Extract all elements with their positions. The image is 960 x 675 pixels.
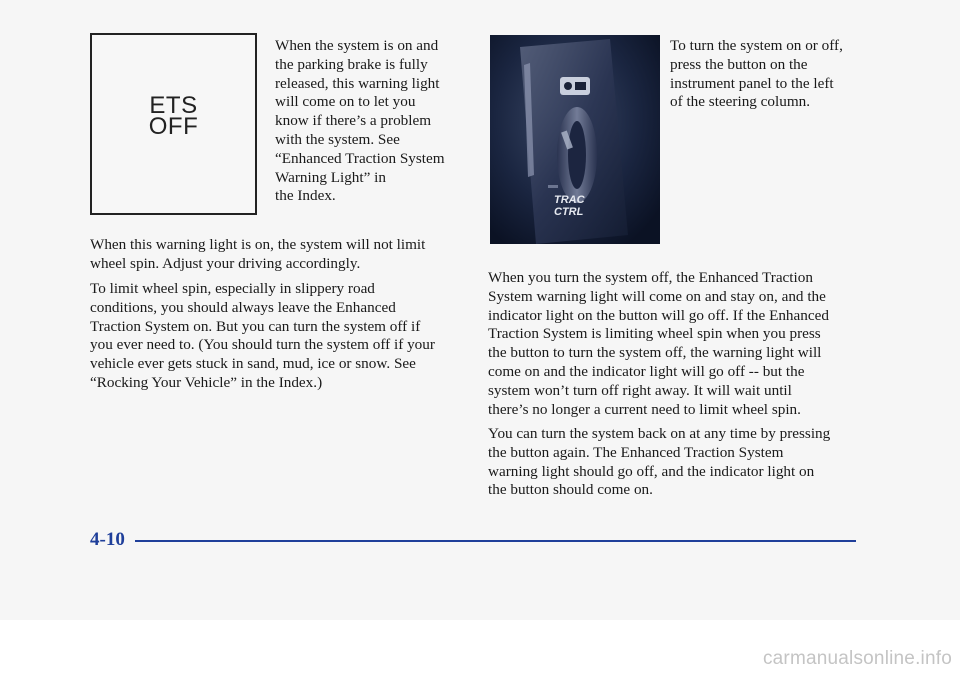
text-line: System warning light will come on and stay on, and the: [488, 287, 826, 305]
text-line: Traction System on. But you can turn the system off if: [90, 317, 421, 335]
ets-off-indicator-box: [90, 33, 257, 215]
text-line: When you turn the system off, the Enhanced Traction: [488, 269, 813, 286]
system-off-paragraph: [488, 269, 868, 419]
wheel-spin-paragraph: [90, 236, 470, 274]
text-line: Traction System is limiting wheel spin when you press: [488, 325, 821, 343]
footer-rule: [135, 540, 856, 542]
text-line: indicator light on the button will go off. If the Enhanced: [488, 306, 829, 324]
text-line: warning light should go off, and the indicator light on: [488, 462, 815, 480]
text-line: you ever need to. (You should turn the system off if your: [90, 336, 435, 354]
text-line: the button should come on.: [488, 481, 653, 499]
ets-label-line2: OFF: [148, 113, 199, 140]
limit-wheel-spin-paragraph: [90, 280, 470, 393]
text-line: there’s no longer a current need to limit wheel spin.: [488, 400, 801, 418]
text-line: vehicle ever gets stuck in sand, mud, ice or snow. See: [90, 355, 416, 373]
text-line: To limit wheel spin, especially in slippery road: [90, 280, 375, 297]
text-line: with the system. See: [275, 130, 400, 148]
text-line: You can turn the system back on at any time by pressing: [488, 425, 831, 442]
text-line: know if there’s a problem: [275, 112, 432, 130]
text-line: the button to turn the system off, the warning light will: [488, 344, 822, 362]
text-line: instrument panel to the left: [670, 74, 834, 92]
text-line: the Index.: [275, 187, 336, 205]
trac-ctrl-button-photo: [490, 35, 660, 244]
trac-label: TRAC: [554, 194, 585, 206]
text-line: When the system is on and: [275, 37, 439, 54]
text-line: To turn the system on or off,: [670, 37, 843, 54]
system-back-on-paragraph: [488, 425, 868, 500]
text-line: When this warning light is on, the system will not limit: [90, 236, 426, 253]
site-watermark: carmanualsonline.info: [762, 648, 952, 669]
ets-label-line1: ETS: [149, 92, 198, 119]
text-line: the parking brake is fully: [275, 55, 428, 73]
text-line: press the button on the: [670, 55, 808, 73]
text-line: wheel spin. Adjust your driving accordingly.: [90, 254, 361, 272]
text-line: “Enhanced Traction System: [275, 149, 445, 167]
turn-system-on-off-paragraph: [670, 37, 870, 112]
ctrl-label: CTRL: [554, 206, 584, 218]
text-line: released, this warning light: [275, 74, 440, 92]
text-line: conditions, you should always leave the Enhanced: [90, 298, 396, 316]
button-photo-illustration: [490, 35, 660, 244]
page-number: 4-10: [90, 529, 125, 550]
ets-warning-paragraph: [275, 37, 475, 206]
text-line: “Rocking Your Vehicle” in the Index.): [90, 373, 323, 391]
text-line: of the steering column.: [670, 93, 811, 111]
text-line: come on and the indicator light will go off -- but the: [488, 362, 805, 380]
text-line: Warning Light” in: [275, 168, 386, 186]
text-line: system won’t turn off right away. It will wait until: [488, 381, 792, 399]
text-line: will come on to let you: [275, 93, 416, 111]
ets-off-label: [92, 92, 255, 140]
text-line: the button again. The Enhanced Traction System: [488, 443, 784, 461]
